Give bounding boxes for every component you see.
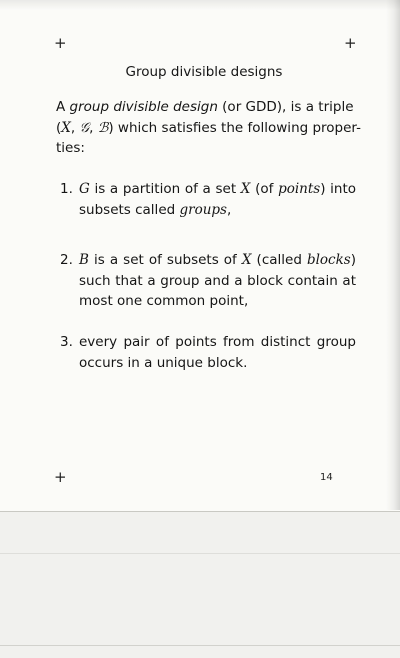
var-g: G [79,181,90,197]
list-item-number: 1. [60,181,73,197]
intro-middle: (or GDD), is a triple [217,99,354,115]
registration-mark-top-right: + [344,34,357,52]
item-2-line-3: most one common point, [79,293,249,309]
triple-close-paren: ) [108,119,114,136]
defined-term: group divisible design [69,99,218,115]
term-groups: groups [179,201,227,218]
intro-prefix: A [56,99,70,115]
backing-fold-line [0,553,400,554]
intro-line-2 [56,120,361,136]
term-points: points [278,181,321,197]
list-item [60,332,356,373]
list-item-number: 2. [60,252,73,268]
item-1-text-2: (of [250,181,279,197]
item-2-line-1 [79,250,356,271]
list-item [60,250,356,312]
intro-rest-1: which satisfies the following proper- [113,119,361,136]
item-2-text-2: (called [251,252,307,268]
item-1-text: is a partition of a set [89,181,241,197]
item-1-line-2-text: subsets called [79,201,180,218]
page-title: Group divisible designs [125,64,283,80]
item-2-close: ) [350,252,357,268]
var-x: X [240,181,251,197]
var-script-b: ℬ [97,119,109,136]
backing-bottom-line [0,645,400,646]
triple-comma-1: , [70,119,80,136]
term-blocks: blocks [306,252,351,268]
triple-open-paren: ( [56,119,62,136]
registration-mark-top-left: + [54,34,67,52]
item-1-close: ) into [320,181,357,197]
var-x: X [61,119,71,136]
intro-rest-2: ties: [56,140,85,156]
var-x: X [241,252,252,268]
item-3-line-2: occurs in a unique block. [79,354,248,371]
list-item [60,179,356,220]
definition-paragraph [56,97,361,159]
item-2-text: is a set of subsets of [88,252,242,268]
scan-backing-area [0,512,400,658]
item-3-line-1: every pair of points from distinct group [79,334,356,350]
registration-mark-bottom-left: + [54,468,67,486]
var-script-g: 𝒢 [79,119,90,136]
var-b: B [79,252,89,268]
item-2-line-2: such that a group and a block contain at [79,272,356,289]
item-1-end: , [226,201,232,218]
scan-top-edge-shadow [0,0,400,10]
triple-comma-2: , [89,119,98,136]
item-1-line-2 [79,200,356,221]
list-item-number: 3. [60,334,73,350]
item-1-line-1 [79,179,356,200]
page-number: 14 [320,472,333,483]
